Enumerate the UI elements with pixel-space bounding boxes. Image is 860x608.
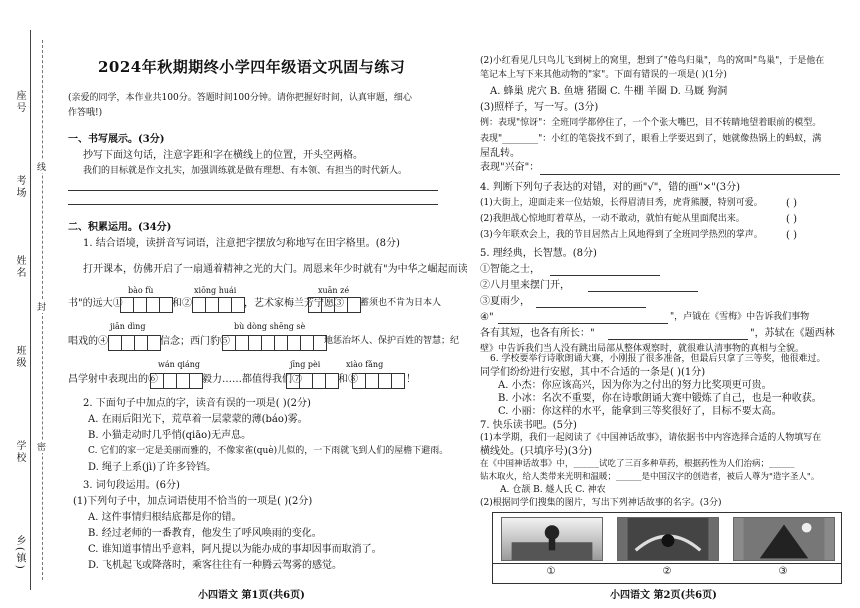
q3-sub-1: (1)下列句子中，加点词语使用不恰当的一项是( )(2分) xyxy=(73,496,313,507)
passage-line-2a: 书"的远大① xyxy=(68,298,123,309)
town-label: 乡(镇) xyxy=(14,535,25,571)
q3-option-d: D. 飞机起飞或降落时，乘客往往有一种腾云驾雾的感觉。 xyxy=(88,560,343,571)
q5-item-6: 壁》中告诉我们当人没有跳出局部从整体观察时，就很难认清事物的真相与全貌。 xyxy=(480,344,805,354)
myth-image-2 xyxy=(617,517,719,561)
seal-mark: 封 xyxy=(37,300,46,313)
page-1 xyxy=(58,0,468,608)
answer-grid-6[interactable] xyxy=(150,373,202,387)
binding-line xyxy=(30,30,31,590)
q5-item-1: ①智能之士， xyxy=(480,264,540,275)
passage-line-3a: 唱戏的④ xyxy=(68,336,108,347)
answer-grid-8[interactable] xyxy=(352,373,404,387)
passage-line-2d: 蓄须也不肯为日本人 xyxy=(360,298,442,308)
passage-line-2b: 和② xyxy=(172,298,192,309)
passage-line-2c: ，艺术家梅兰芳宁愿③ xyxy=(244,298,344,309)
caption-2[interactable]: ② xyxy=(609,563,725,577)
writing-line-1[interactable] xyxy=(68,190,438,191)
q4-item-1: (1)大街上，迎面走来一位姑娘，长得眉清目秀，虎背熊腰，特别可爱。 xyxy=(480,198,763,208)
page-footer-2: 小四语文 第2页(共6页) xyxy=(610,590,717,601)
room-label: 考场 xyxy=(14,175,25,199)
caption-1[interactable]: ① xyxy=(493,563,609,577)
q7-sentence-1: 在《中国神话故事》中，______试吃了三百多种草药，根据药性为人们治病；______ xyxy=(480,459,795,469)
q3-option-a: A. 这件事情归根结底都是你的错。 xyxy=(88,512,242,523)
question-6: 6. 学校要举行诗歌朗诵大赛，小刚报了很多准备，但最后只拿了三等奖，他很难过。 xyxy=(490,354,826,364)
q5-item-2: ②八月里来摆门开， xyxy=(480,280,570,291)
q3-option-c: C. 谁知道事情出乎意料，阿凡提以为能办成的事却因事而取消了。 xyxy=(88,544,382,555)
writing-line-2[interactable] xyxy=(68,204,438,205)
question-4: 4. 判断下列句子表达的对错，对的画"√"，错的画"×"(3分) xyxy=(480,182,741,193)
section-1-quote: 我们的目标就是作文扎实，加强训练就是做有理想、有本领、有担当的时代新人。 xyxy=(83,166,408,176)
passage-line-3c: 地惩治坏人、保护百姓的智慧；纪 xyxy=(324,336,460,346)
intro-line-1: (亲爱的同学，本作业共100分。答题时间100分钟。请你把握好时间，认真审题，细心 xyxy=(68,93,412,103)
q3-sub-2-options: A. 蜂巢 虎穴 B. 鱼塘 猪圈 C. 牛棚 羊圈 D. 马厩 狗洞 xyxy=(490,86,728,97)
q6-option-b: B. 小冰：名次不重要，你在诗歌朗诵大赛中锻炼了自己，也是一种收获。 xyxy=(498,393,822,404)
q7-sentence-2: 钻木取火，给人类带来光明和温暖；______是中国汉字的创造者，被后人尊为"造字圣人"。 xyxy=(480,472,820,482)
page-footer-1: 小四语文 第1页(共6页) xyxy=(198,590,305,601)
q4-paren-1[interactable]: ( ) xyxy=(786,198,797,209)
answer-grid-5[interactable] xyxy=(222,335,326,349)
q4-paren-3[interactable]: ( ) xyxy=(786,230,797,241)
picture-table xyxy=(492,512,842,584)
section-1-instruction: 抄写下面这句话，注意字距和字在横线上的位置，开头空两格。 xyxy=(83,150,363,161)
q7-sub-2: (2)根据同学们搜集的图片，写出下列神话故事的名字。(3分) xyxy=(480,498,722,508)
line-mark: 线 xyxy=(37,160,46,173)
q7-sub-1b: 横线处。(只填序号)(3分) xyxy=(480,446,592,457)
excited-label: 表现"兴奋"： xyxy=(480,162,540,173)
q2-option-a: A. 在雨后阳光下，荒草着一层蒙蒙的薄(báo)雾。 xyxy=(88,414,308,425)
q3-sub-2-line-1: (2)小红看见几只鸟儿飞到树上的窝里，想到了"倦鸟归巢"，鸟的窝叫"鸟巢"，于是他在 xyxy=(480,56,825,66)
class-label: 班级 xyxy=(14,345,25,369)
example-line: 例：表现"惊讶"：全班同学都停住了，一个个张大嘴巴，目不转睛地望着眼前的模型。 xyxy=(480,118,822,128)
answer-grid-3[interactable] xyxy=(308,297,360,311)
passage-line-4a: 昌学射中表现出的⑥ xyxy=(68,374,158,385)
answer-grid-1[interactable] xyxy=(120,297,172,311)
pinyin-3: xuān zé xyxy=(318,286,350,295)
pinyin-1: bào fù xyxy=(128,286,154,295)
fill-line-2: 屋乱转。 xyxy=(480,148,520,159)
pinyin-6: wán qiáng xyxy=(158,360,201,369)
intro-line-2: 作答哦!) xyxy=(68,108,103,118)
school-label: 学校 xyxy=(14,440,25,464)
q4-paren-2[interactable]: ( ) xyxy=(786,214,797,225)
fill-line-1: 表现"________"：小红的笔袋找不到了，眼看上学要迟到了，她就像热锅上的蚂蚁，满 xyxy=(480,134,822,144)
q5-item-4b: "，卢钺在《雪梅》中告诉我们事物 xyxy=(670,312,810,322)
passage-line-3b: 信念；西门豹⑤ xyxy=(160,336,230,347)
answer-grid-4[interactable] xyxy=(108,335,160,349)
q2-option-b: B. 小猫走动时几乎悄(qiāo)无声息。 xyxy=(88,430,252,441)
answer-grid-7[interactable] xyxy=(286,373,338,387)
paper-title: 2024年秋期期终小学四年级语文巩固与练习 xyxy=(98,58,406,76)
caption-3[interactable]: ③ xyxy=(725,563,841,577)
question-6b: 同学们纷纷进行安慰，其中不合适的一条是( )(1分) xyxy=(480,367,706,378)
q6-option-c: C. 小丽：你这样的水平，能拿到三等奖很好了，目标不要太高。 xyxy=(498,406,782,417)
question-5: 5. 理经典，长智慧。(8分) xyxy=(480,248,597,259)
question-2: 2. 下面句子中加点的字，读音有误的一项是( )(2分) xyxy=(83,398,311,409)
name-label: 姓名 xyxy=(14,255,25,279)
binding-strip xyxy=(0,0,50,608)
passage-line-4b: 毅力……都值得我们⑦ xyxy=(202,374,302,385)
q4-item-2: (2)我胆战心惊地盯着草丛，一动不敢动，就怕有蛇从里面爬出来。 xyxy=(480,214,745,224)
q5-item-3: ③夏雨少， xyxy=(480,296,530,307)
passage-line-4d: ！ xyxy=(406,374,416,385)
passage-line-4c: 和⑧ xyxy=(338,374,358,385)
pinyin-7: jīng pèi xyxy=(290,360,321,369)
pinyin-8: xiào fǎng xyxy=(346,360,384,369)
q5-item-4a: ④" xyxy=(480,312,494,323)
q2-option-c: C. 它们的家一定是美丽而雅的，不像家雀(què)儿似的，一下雨就飞到人们的屋檐下避雨。 xyxy=(88,446,449,456)
q3-option-b: B. 经过老师的一番教育，他发生了呼风唤雨的变化。 xyxy=(88,528,322,539)
q3-sub-2-line-2: 笔记本上写下来其他动物的"家"。下面有错误的一项是( )(1分) xyxy=(480,70,727,80)
pinyin-5: bù dòng shēng sè xyxy=(234,322,306,331)
q5-item-5a: 各有其短，也各有所长：" xyxy=(480,328,595,339)
q6-option-a: A. 小杰：你应该高兴，因为你为之付出的努力比奖项更可贵。 xyxy=(498,380,772,391)
q3-sub-3: (3)照样子，写一写。(3分) xyxy=(480,102,599,113)
question-1: 1. 结合语境，读拼音写词语，注意把字摆放匀称地写在田字格里。(8分) xyxy=(83,238,400,249)
q7-options: A. 仓颉 B. 燧人氏 C. 神农 xyxy=(500,485,606,495)
seat-label: 座号 xyxy=(14,90,25,114)
q2-option-d: D. 绳子上系(jì)了许多铃铛。 xyxy=(88,462,217,473)
section-1-title: 一、书写展示。(3分) xyxy=(68,134,165,145)
secret-mark: 密 xyxy=(37,440,46,453)
q4-item-3: (3)今年联欢会上，我的节目居然占上风地得到了全班同学热烈的掌声。 xyxy=(480,230,763,240)
q5-item-5b: "，苏轼在《题西林 xyxy=(750,328,835,339)
myth-image-3 xyxy=(733,517,835,561)
question-7: 7. 快乐读书吧。(5分) xyxy=(480,420,577,431)
pinyin-4: jiān dìng xyxy=(110,322,146,331)
q7-sub-1: (1)本学期，我们一起阅读了《中国神话故事》，请依据书中内容选择合适的人物填写在 xyxy=(480,433,822,443)
answer-grid-2[interactable] xyxy=(192,297,244,311)
myth-image-1 xyxy=(501,517,603,561)
question-3: 3. 词句段运用。(6分) xyxy=(83,480,180,491)
section-2-title: 二、积累运用。(34分) xyxy=(68,222,172,233)
pinyin-2: xiōng huái xyxy=(194,286,237,295)
passage-line-1: 打开课本，仿佛开启了一扇通着精神之光的大门。周恩来年少时就有"为中华之崛起而读 xyxy=(83,264,468,275)
